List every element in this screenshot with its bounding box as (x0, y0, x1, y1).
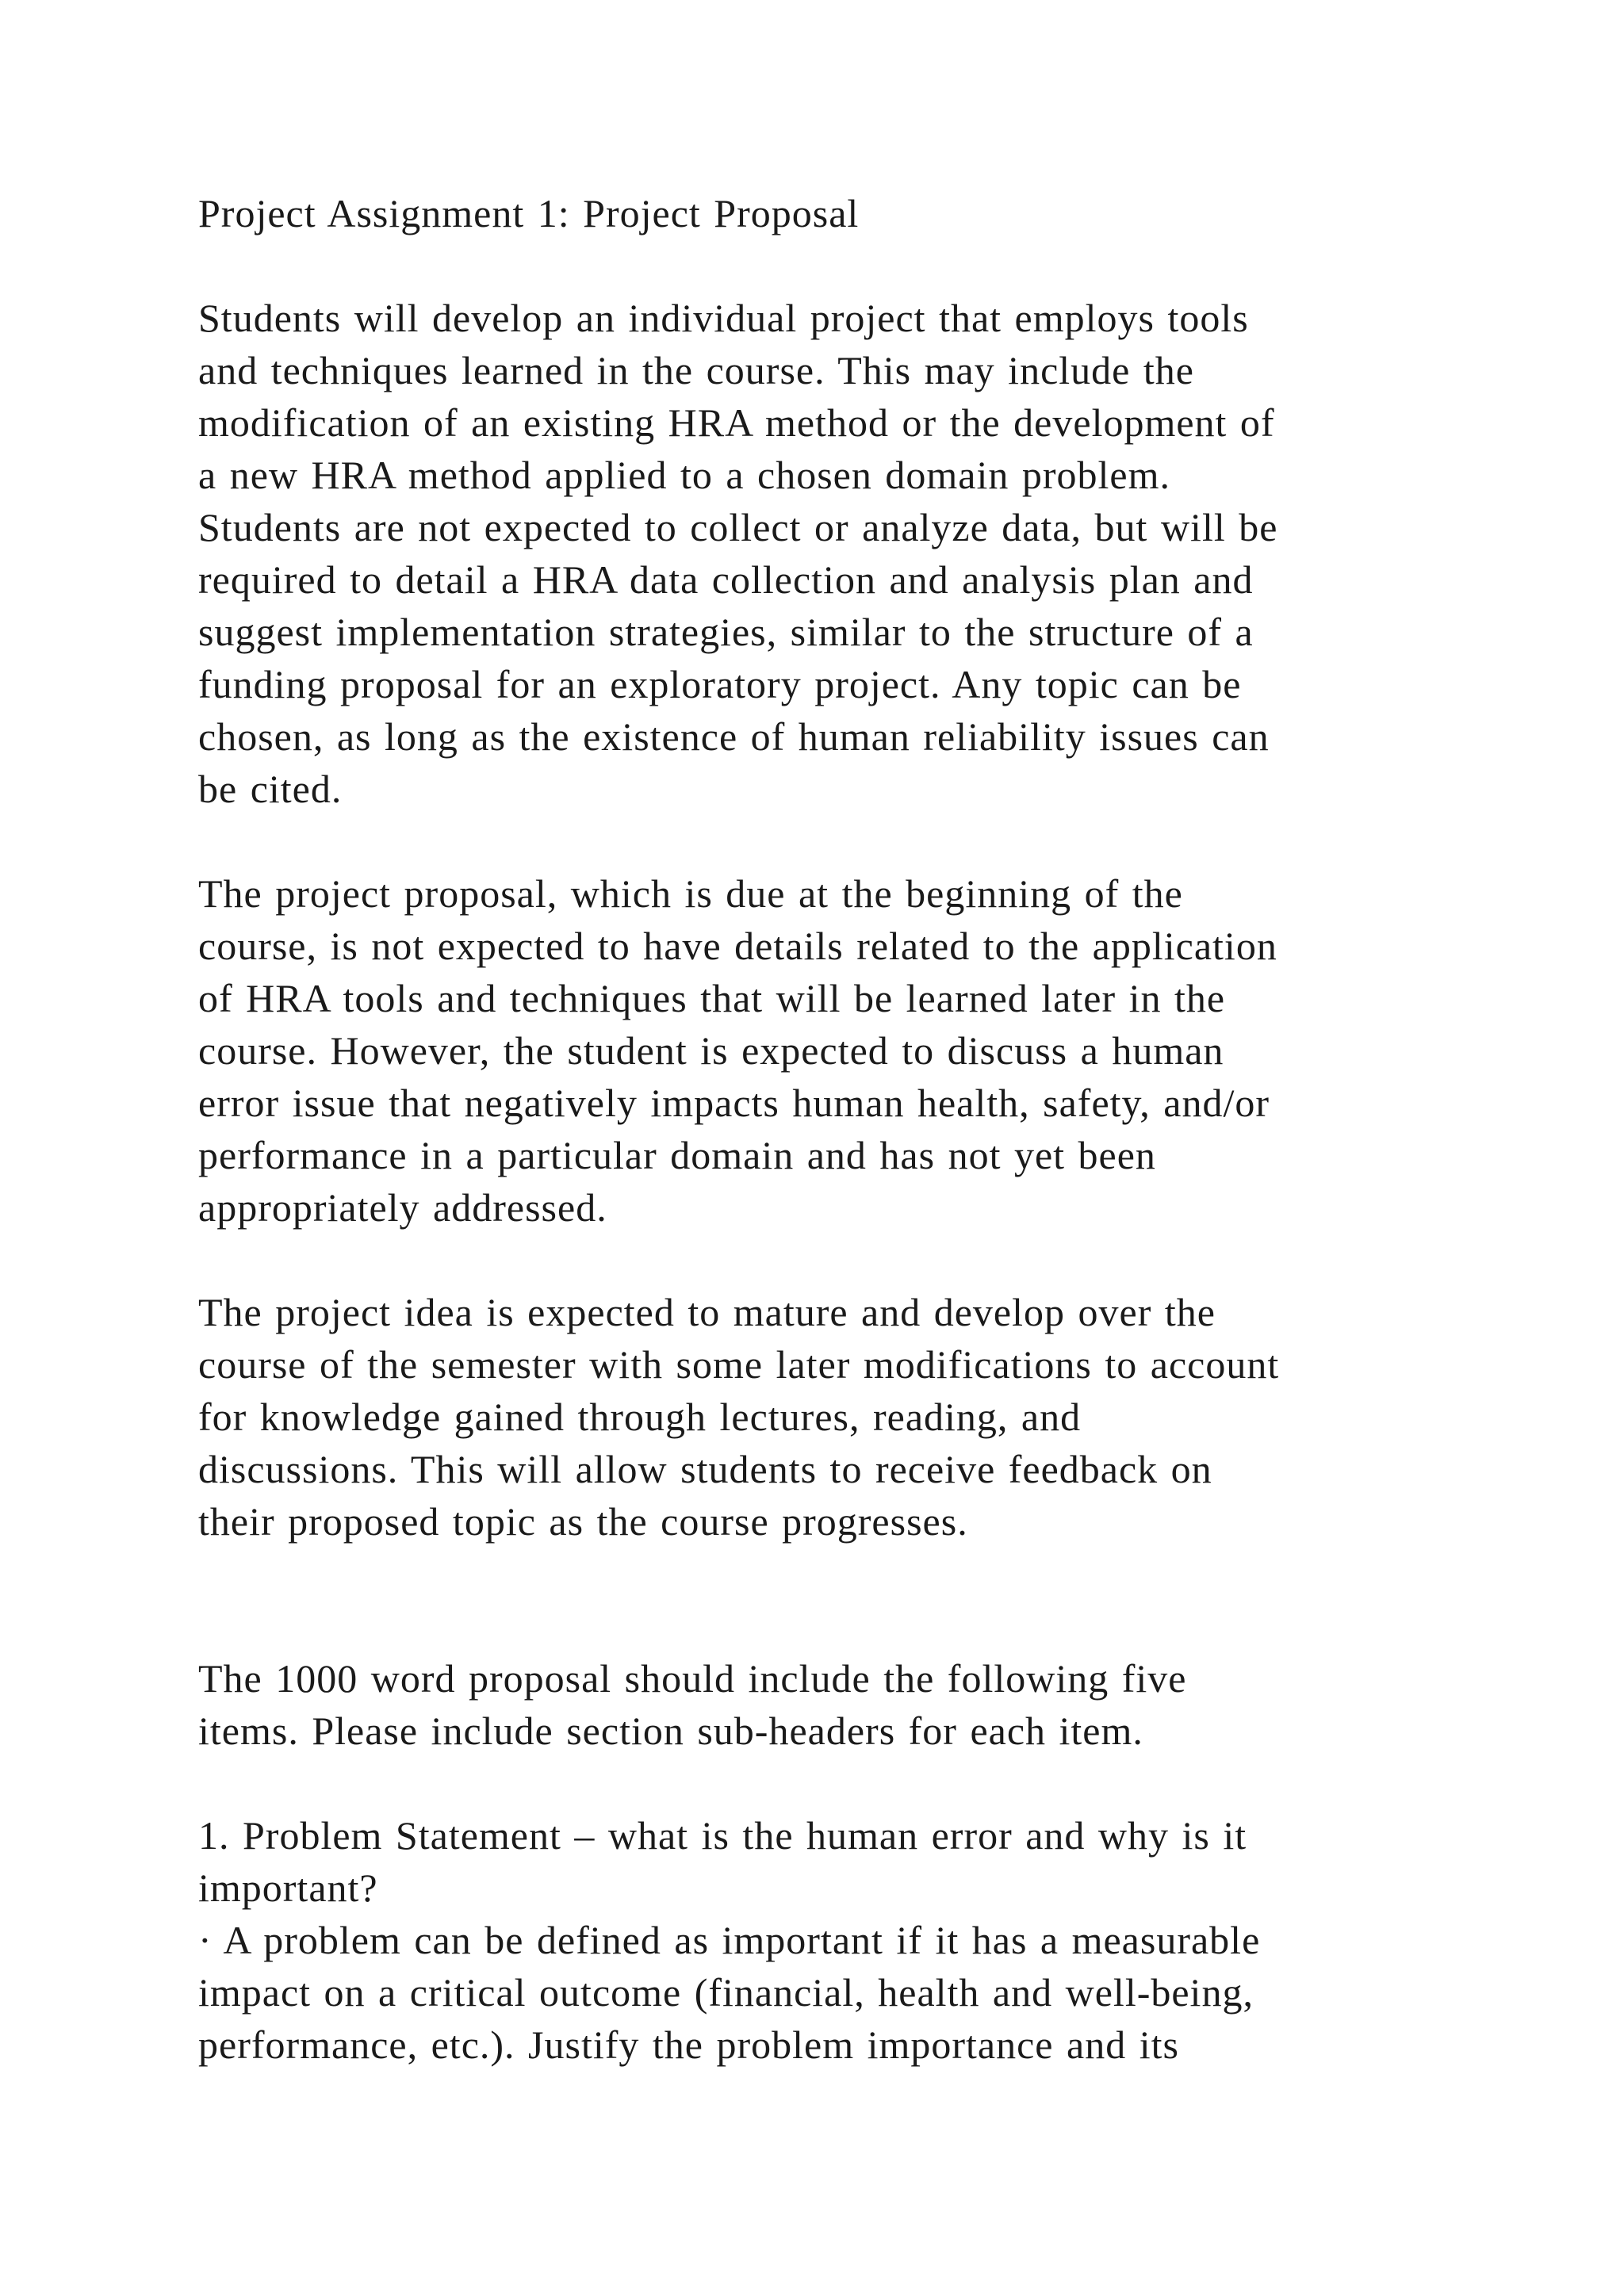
paragraph-intro (198, 292, 1507, 815)
text-line: important? (198, 1866, 378, 1910)
text-line: performance, etc.). Justify the problem importance and its (198, 2022, 1179, 2067)
text-line: The 1000 word proposal should include the following five (198, 1656, 1187, 1701)
text-line: course of the semester with some later modifications to account (198, 1342, 1280, 1387)
text-line: The project idea is expected to mature and develop over the (198, 1290, 1216, 1334)
paragraph-spacer (198, 1600, 1507, 1652)
text-line: course, is not expected to have details related to the application (198, 924, 1277, 968)
text-line: for knowledge gained through lectures, reading, and (198, 1395, 1082, 1439)
text-line: error issue that negatively impacts human health, safety, and/or (198, 1081, 1270, 1125)
bullet-problem-importance (198, 1914, 1507, 2071)
paragraph-spacer (198, 1234, 1507, 1286)
paragraph-requirements (198, 1652, 1507, 1757)
paragraph-spacer (198, 815, 1507, 867)
text-line: performance in a particular domain and has not yet been (198, 1133, 1156, 1177)
text-line: discussions. This will allow students to receive feedback on (198, 1447, 1212, 1491)
text-line: course. However, the student is expected to discuss a human (198, 1028, 1224, 1073)
text-line: modification of an existing HRA method or the development of (198, 400, 1275, 445)
text-line: of HRA tools and techniques that will be learned later in the (198, 976, 1226, 1020)
document-body (198, 187, 1507, 2071)
text-line: The project proposal, which is due at the beginning of the (198, 871, 1183, 916)
paragraph-spacer (198, 1548, 1507, 1600)
text-line: Students will develop an individual project that employs tools (198, 296, 1249, 340)
text-line: their proposed topic as the course progresses. (198, 1499, 968, 1544)
text-line: be cited. (198, 767, 343, 811)
document-title: Project Assignment 1: Project Proposal (198, 191, 860, 235)
text-line: and techniques learned in the course. This may include the (198, 348, 1194, 392)
text-line: items. Please include section sub-headers for each item. (198, 1709, 1143, 1753)
text-line: impact on a critical outcome (financial, health and well-being, (198, 1970, 1254, 2015)
text-line: suggest implementation strategies, similar to the structure of a (198, 610, 1254, 654)
text-line: required to detail a HRA data collection and analysis plan and (198, 557, 1254, 602)
text-line: funding proposal for an exploratory project. Any topic can be (198, 662, 1242, 706)
text-line: a new HRA method applied to a chosen domain problem. (198, 453, 1170, 497)
text-line: Students are not expected to collect or analyze data, but will be (198, 505, 1278, 549)
text-line: · A problem can be defined as important if it has a measurable (198, 1918, 1261, 1962)
text-line: appropriately addressed. (198, 1185, 607, 1230)
text-line: 1. Problem Statement – what is the human error and why is it (198, 1813, 1247, 1858)
paragraph-spacer (198, 1757, 1507, 1809)
paragraph-proposal-timing (198, 867, 1507, 1234)
paragraph-spacer (198, 239, 1507, 292)
paragraph-project-development (198, 1286, 1507, 1548)
list-item-problem-statement (198, 1809, 1507, 1914)
text-line: chosen, as long as the existence of human reliability issues can (198, 714, 1270, 759)
